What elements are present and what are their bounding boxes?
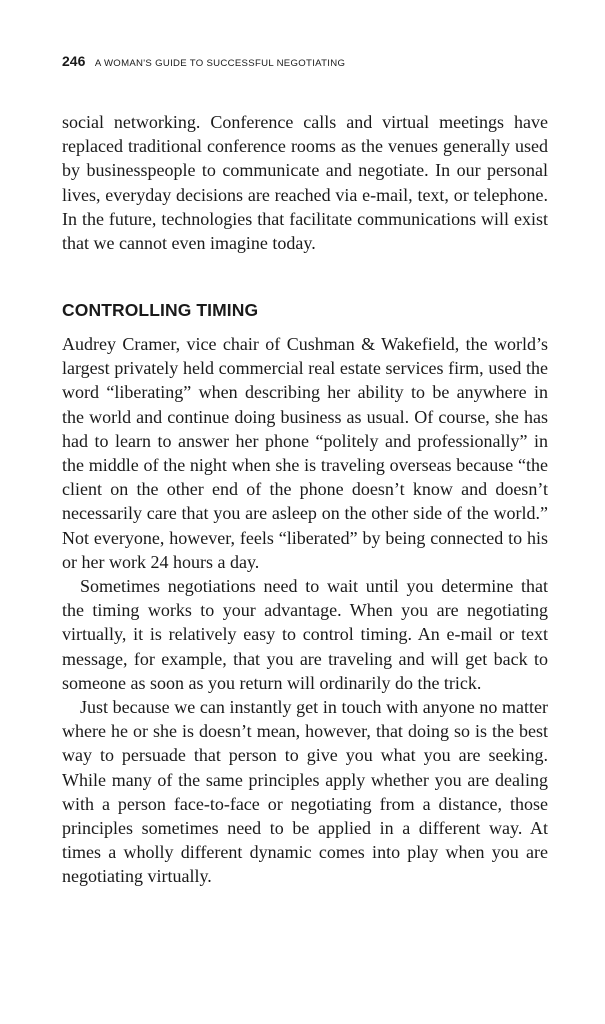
paragraph: Just because we can instantly get in touch with anyone no matter where he or she is doesn’t mean, however, that doing so is the best way to persuade that person to give you what you are seeking. While many of the same principles apply whether you are dealing with a person face-to-face or negotiating from a distance, those principles sometimes need to be applied in a different way. At times a wholly different dynamic comes into play when you are negotiating virtually. (62, 697, 548, 887)
section-heading: CONTROLLING TIMING (62, 300, 259, 320)
book-title: A WOMAN'S GUIDE TO SUCCESSFUL NEGOTIATING (94, 58, 346, 69)
page-number: 246 (62, 53, 86, 69)
paragraph: Audrey Cramer, vice chair of Cushman & Wakefield, the world’s largest privately held commercial real estate services firm, used the word “liberating” when describing her ability to be anywhere in the world and continue doing business as usual. Of course, she has had to learn to answer her phone “politely and professionally” in the middle of the night when she is traveling overseas because “the client on the other end of the phone doesn’t know and doesn’t necessarily care that you are asleep on the other side of the world.” Not everyone, however, feels “liberated” by being connected to his or her work 24 hours a day. (62, 334, 548, 572)
paragraph: Sometimes negotiations need to wait until you determine that the timing works to your advantage. When you are negotiating virtually, it is relatively easy to control timing. An e-mail or text message, for example, that you are traveling and will get back to someone as soon as you return will ordinarily do the trick. (62, 576, 548, 693)
running-head (62, 53, 345, 71)
intro-text-block (62, 110, 548, 255)
section-text-block (62, 332, 548, 889)
paragraph: social networking. Conference calls and virtual meetings have replaced traditional conference rooms as the venues generally used by businesspeople to communicate and negotiate. In our personal lives, everyday decisions are reached via e-mail, text, or telephone. In the future, technologies that facilitate communications will exist that we cannot even imagine today. (62, 112, 548, 254)
